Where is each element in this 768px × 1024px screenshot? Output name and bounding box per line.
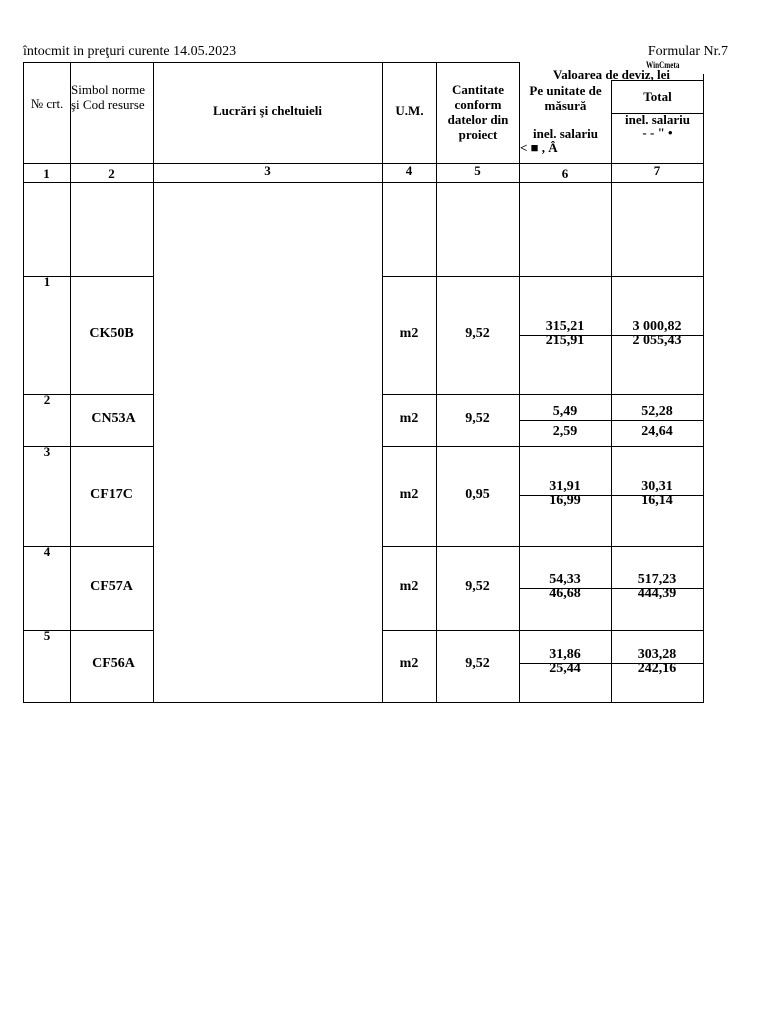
col-header-total: Total — [643, 89, 672, 104]
column-number: 6 — [561, 166, 569, 181]
quantity: 9,52 — [465, 579, 490, 594]
column-number: 2 — [108, 166, 115, 181]
unit-price: 54,33 — [549, 572, 581, 587]
quantity: 9,52 — [465, 656, 490, 671]
row-number: 4 — [43, 544, 51, 559]
unit-of-measure: m2 — [399, 326, 419, 341]
row-number: 1 — [43, 274, 51, 289]
unit-price: 315,21 — [545, 319, 585, 334]
resource-code: CF17C — [90, 487, 133, 502]
column-number: 4 — [405, 163, 413, 178]
unit-price: 31,86 — [549, 647, 581, 662]
total-salary: 242,16 — [637, 661, 677, 676]
col-header-incl-salary-unit: inel. salariu — [532, 126, 598, 141]
unit-salary: 2,59 — [552, 424, 578, 439]
unit-of-measure: m2 — [399, 656, 419, 671]
total-salary: 444,39 — [637, 586, 677, 601]
table-top-border — [23, 62, 519, 63]
table-bottom-border — [23, 702, 704, 703]
col-header-quantity: Cantitate conform datelor din proiect — [447, 82, 509, 142]
unit-of-measure: m2 — [399, 579, 419, 594]
watermark-logo: WinCmeta — [646, 60, 680, 70]
document-subtitle: întocmit in preţuri curente 14.05.2023 — [23, 44, 237, 59]
col-header-incl-salary-total-note: - - " • — [642, 125, 673, 140]
resource-code: CF56A — [92, 656, 135, 671]
unit-price: 5,49 — [552, 404, 578, 419]
row-number: 5 — [43, 628, 51, 643]
total-salary: 24,64 — [641, 424, 673, 439]
row-number: 3 — [43, 444, 51, 459]
col-header-value-group: Valoarea de deviz, lei — [553, 67, 670, 82]
col-header-works: Lucrări şi cheltuieli — [212, 103, 323, 118]
col-header-incl-salary-total: inel. salariu — [624, 112, 690, 127]
unit-price: 31,91 — [549, 479, 581, 494]
unit-of-measure: m2 — [399, 487, 419, 502]
column-number: 5 — [474, 163, 481, 178]
total-salary: 2 055,43 — [632, 333, 682, 348]
unit-salary: 215,91 — [545, 333, 585, 348]
total-salary: 16,14 — [641, 493, 673, 508]
total-price: 3 000,82 — [632, 319, 682, 334]
column-number: 3 — [264, 163, 271, 178]
total-price: 303,28 — [637, 647, 677, 662]
total-price: 30,31 — [641, 479, 673, 494]
column-number: 7 — [653, 163, 661, 178]
unit-of-measure: m2 — [399, 411, 419, 426]
quantity: 9,52 — [465, 411, 490, 426]
col-header-symbol — [71, 82, 151, 112]
col-header-symbol-text: Simbol norme şi Cod resurse — [71, 82, 146, 112]
resource-code: CF57A — [90, 579, 133, 594]
row-number: 2 — [43, 392, 51, 407]
col-header-um: U.M. — [395, 103, 424, 118]
resource-code: CK50B — [89, 326, 134, 341]
col-header-incl-salary-unit-note: < ■ , Â — [520, 140, 558, 155]
unit-salary: 16,99 — [549, 493, 581, 508]
quantity: 9,52 — [465, 326, 490, 341]
col-header-nr: № crt. — [30, 96, 64, 111]
total-price: 52,28 — [641, 404, 673, 419]
quantity: 0,95 — [465, 487, 490, 502]
unit-salary: 46,68 — [549, 586, 581, 601]
column-numbers-bottom-border — [23, 182, 704, 183]
column-number: 1 — [43, 166, 50, 181]
resource-code: CN53A — [91, 411, 136, 426]
form-number: Formular Nr.7 — [647, 44, 728, 59]
total-price: 517,23 — [637, 572, 677, 587]
col-header-per-unit: Pe unitate de măsură — [529, 83, 602, 113]
unit-salary: 25,44 — [549, 661, 581, 676]
